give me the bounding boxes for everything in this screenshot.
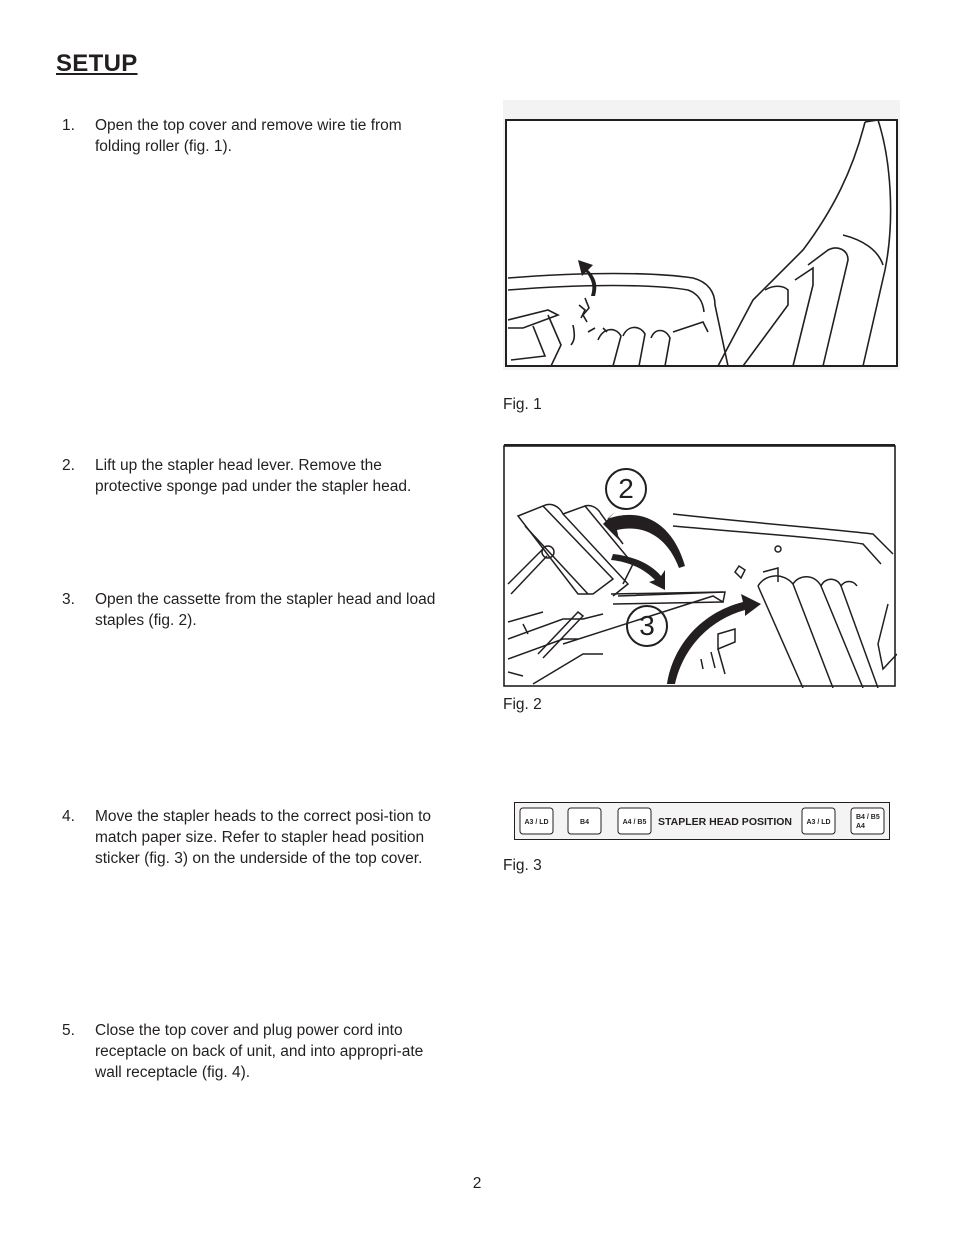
callout-3-label: 3 bbox=[639, 610, 655, 641]
step-number: 1. bbox=[62, 117, 75, 134]
figure-2-caption: Fig. 2 bbox=[503, 696, 542, 713]
page-number: 2 bbox=[472, 1175, 482, 1192]
step-text: Lift up the stapler head lever. Remove the protective sponge pad under the stapler head. bbox=[95, 457, 412, 495]
figure-3 bbox=[514, 802, 890, 840]
step-text: Open the cassette from the stapler head and load staples (fig. 2). bbox=[95, 591, 436, 629]
step-text: Move the stapler heads to the correct posi-tion to match paper size. Refer to stapler head position sticker (fig. 3) on the underside of the top cover. bbox=[95, 808, 432, 867]
sticker-label-a4-b5: A4 / B5 bbox=[622, 819, 647, 826]
figure-2 bbox=[503, 444, 897, 688]
sticker-title: STAPLER HEAD POSITION bbox=[658, 816, 792, 828]
figure-1 bbox=[503, 100, 900, 370]
step-number: 5. bbox=[62, 1022, 75, 1039]
sticker-label-a4: A4 bbox=[856, 823, 865, 830]
step-number: 3. bbox=[62, 591, 75, 608]
step-number: 2. bbox=[62, 457, 75, 474]
step-text: Open the top cover and remove wire tie from folding roller (fig. 1). bbox=[95, 117, 402, 155]
sticker-label-b4: B4 bbox=[580, 819, 589, 826]
sticker-label-a3-ld: A3 / LD bbox=[524, 819, 549, 826]
page-title: SETUP bbox=[56, 50, 138, 77]
folding-roller-illustration bbox=[503, 100, 900, 370]
callout-2-label: 2 bbox=[618, 473, 634, 504]
sticker-label-a3-ld-2: A3 / LD bbox=[806, 819, 831, 826]
step-number: 4. bbox=[62, 808, 75, 825]
stapler-head-position-sticker bbox=[514, 802, 890, 840]
step-text: Close the top cover and plug power cord into receptacle on back of unit, and into appropri-ate wall receptacle (fig. 4). bbox=[95, 1022, 424, 1081]
stapler-cassette-illustration bbox=[503, 444, 897, 688]
figure-3-caption: Fig. 3 bbox=[503, 857, 542, 874]
figure-1-caption: Fig. 1 bbox=[503, 396, 542, 413]
sticker-label-b4-b5: B4 / B5 bbox=[856, 814, 880, 821]
